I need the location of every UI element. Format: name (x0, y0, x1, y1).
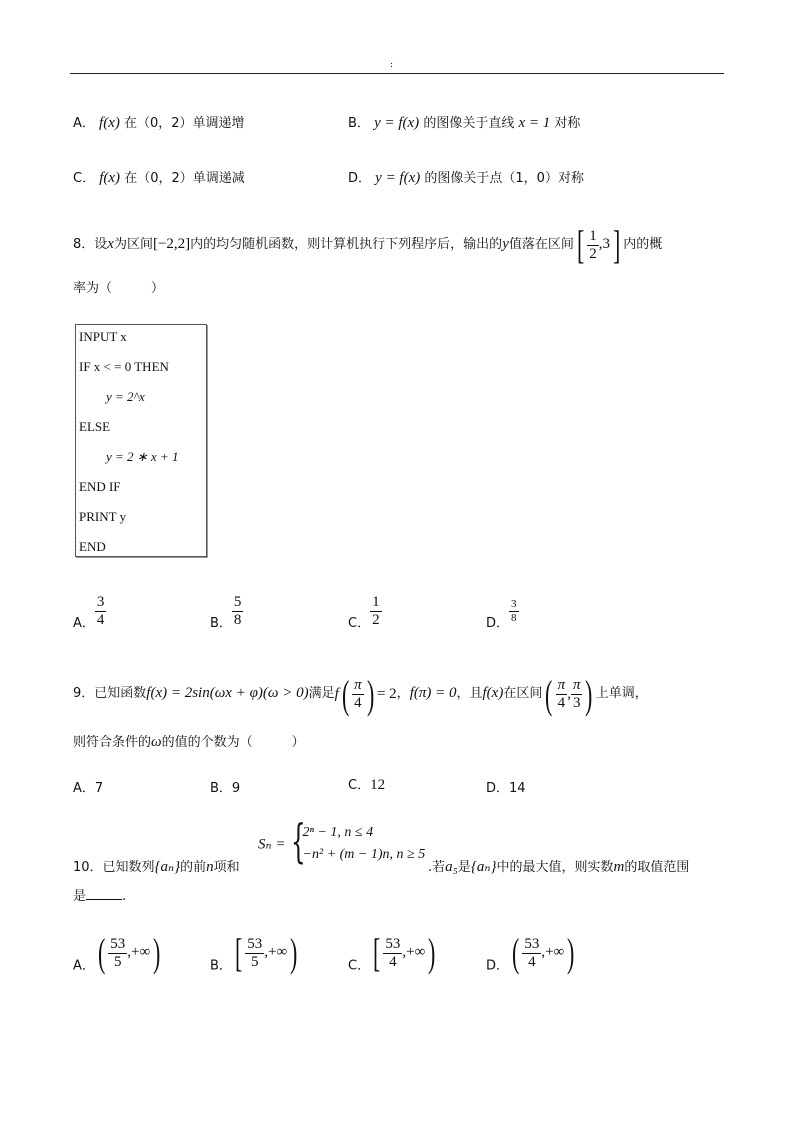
code-line: END IF (79, 479, 121, 494)
fraction-numerator: 53 (110, 935, 126, 952)
stem-text: 在区间 (503, 686, 543, 701)
q10-stem-suffix (428, 856, 689, 876)
math-expr: = 2 (376, 685, 397, 702)
math-expr: ,3 (598, 236, 610, 252)
q9-option-d (486, 777, 526, 796)
q7-option-b (348, 112, 580, 132)
answer-blank[interactable] (86, 887, 122, 900)
q8-stem-line1 (73, 222, 663, 268)
option-label: B． (210, 958, 232, 974)
fraction-numerator: 1 (589, 227, 597, 244)
fraction-numerator: 3 (511, 598, 517, 610)
option-text: 在（0，2）单调递减 (124, 171, 245, 186)
stem-text: 内的均匀随机函数，则计算机执行下列程序后，输出的 (190, 237, 503, 253)
question-number: 8．设 (73, 237, 108, 253)
math-expr: y = f(x) (374, 115, 420, 131)
math-expr: f(π) = 0 (409, 685, 457, 701)
math-expr: ,+∞ (264, 944, 288, 960)
q9-option-b (210, 777, 240, 796)
stem-text: 的值的个数为（ ） (161, 735, 305, 750)
math-expr: Sₙ = (258, 836, 286, 853)
case-row: −n² + (m − 1)n, n ≥ 5 (302, 847, 426, 862)
fraction-numerator: 53 (385, 935, 401, 952)
math-expr: f(x) (99, 115, 120, 131)
option-label: B． (210, 781, 232, 796)
math-expr: ,+∞ (127, 944, 151, 960)
stem-text: . (122, 889, 127, 904)
option-label: C． (348, 616, 371, 631)
math-var: n (206, 859, 214, 875)
math-expr: f(x) (99, 170, 121, 186)
bracket-left: [ (234, 930, 243, 976)
stem-text: 上单调， (595, 686, 648, 701)
q7-option-d (348, 167, 584, 187)
math-expr: ,+∞ (541, 944, 565, 960)
math-var: m (613, 859, 625, 875)
math-expr: {aₙ} (154, 859, 181, 875)
fraction-denominator: 8 (511, 612, 517, 624)
stem-text: 为区间 (113, 237, 153, 253)
option-label: C． (348, 958, 371, 974)
fraction-numerator: 1 (372, 594, 380, 610)
math-expr: {aₙ} (470, 859, 497, 875)
math-var: f (334, 685, 339, 702)
q9-stem-line1 (73, 671, 648, 716)
q10-option-c (348, 930, 439, 989)
option-label: B． (210, 616, 232, 631)
fraction-denominator: 5 (108, 953, 127, 971)
fraction-numerator: 53 (524, 935, 540, 952)
header-rule (70, 73, 724, 74)
option-value: 12 (370, 777, 386, 793)
q10-option-a (73, 930, 163, 989)
math-interval: [ $\frac{1}{2}$ ,3] (576, 222, 621, 268)
fraction-numerator: 5 (233, 594, 242, 610)
math-expr: f(x) (482, 685, 504, 701)
stem-text: ， (396, 686, 410, 701)
q9-option-c (348, 774, 385, 794)
math-expr: f( $\frac{\pi}{4}$ ) = 2 (334, 671, 397, 717)
math-expr: y = f(x) (375, 170, 421, 186)
math-expr: ,+∞ (402, 944, 426, 960)
code-line: END (79, 539, 106, 554)
q8-option-d (486, 598, 519, 631)
q10-option-b (210, 930, 300, 989)
math-expr: f(x) = 2sin(ωx + φ)(ω > 0) (146, 685, 309, 701)
option-label: A． (73, 958, 95, 974)
option-label: D． (348, 171, 372, 186)
option-text: 对称 (554, 116, 581, 131)
stem-text: ，且 (456, 686, 483, 701)
stem-text: 项和 (213, 860, 240, 875)
fraction-denominator: 4 (96, 612, 105, 628)
bracket-left: [ (373, 930, 381, 976)
stem-text: 的取值范围 (624, 860, 690, 875)
code-line: IF x < = 0 THEN (79, 359, 169, 374)
stem-text: 则符合条件的 (73, 735, 152, 750)
code-line: y = 2 ∗ x + 1 (106, 449, 179, 464)
fraction-denominator: 2 (589, 245, 597, 262)
fraction-denominator: 4 (522, 953, 541, 971)
fraction-numerator: π (557, 677, 566, 694)
math-expr: x = 1 (518, 115, 551, 131)
bracket-right: ) (290, 930, 298, 976)
fraction-denominator: 5 (245, 953, 264, 971)
fraction-denominator: 4 (383, 953, 402, 971)
q10-stem-line2 (73, 885, 126, 904)
fraction-denominator: 4 (352, 694, 364, 712)
fraction-numerator: π (354, 677, 362, 694)
fraction-denominator: 2 (372, 612, 380, 628)
q9-stem-line2 (73, 731, 305, 751)
bracket-left: ( (512, 930, 520, 976)
option-text: 的图像关于直线 (423, 116, 515, 131)
math-interval: [−2,2] (152, 236, 191, 253)
q7-option-c (73, 167, 245, 187)
question-number: 10．已知数列 (73, 860, 155, 875)
math-var: x (107, 236, 114, 253)
math-interval: ( $\frac{\pi}{4}$ , $\frac{\pi}{3}$ ) (545, 671, 593, 717)
q8-option-a (73, 594, 106, 631)
option-label: C． (348, 778, 371, 793)
q8-stem-line2: 率为（ ） (73, 281, 165, 296)
q8-option-b (210, 594, 243, 631)
code-line: PRINT y (79, 509, 127, 524)
stem-text: 满足 (308, 686, 335, 701)
stem-text: 值落在区间 (508, 237, 574, 253)
fraction-denominator: 4 (556, 694, 568, 712)
code-line: y = 2^x (106, 389, 145, 404)
option-label: C． (73, 171, 96, 186)
q10-option-d (486, 930, 578, 989)
bracket-right: ) (153, 930, 161, 976)
q10-stem-prefix (73, 856, 240, 876)
q7-option-a (73, 112, 245, 132)
bracket-right: ) (428, 930, 436, 976)
bracket-right: ) (567, 930, 575, 976)
stem-text: 是 (457, 860, 471, 875)
code-line: ELSE (79, 419, 111, 434)
fraction-numerator: 53 (247, 935, 263, 952)
q8-option-c (348, 594, 382, 631)
stem-text: 是 (73, 889, 87, 904)
header-mark: : (390, 60, 394, 70)
option-value: 9 (231, 781, 241, 796)
q9-option-a (73, 777, 103, 796)
question-number: 9．已知函数 (73, 686, 147, 701)
option-label: D． (486, 781, 510, 796)
math-var: a₅ (445, 859, 458, 875)
code-line: INPUT x (79, 329, 127, 344)
fraction-numerator: 3 (96, 594, 105, 610)
stem-text: 的前 (180, 860, 207, 875)
option-label: A． (73, 116, 95, 131)
option-label: D． (486, 958, 510, 974)
option-text: 在（0，2）单调递增 (124, 116, 245, 131)
option-label: D． (486, 616, 510, 631)
q10-piecewise: Sₙ = { 2ⁿ − 1, n ≤ 4 −n² + (m − 1)n, n ≥ 5 (258, 814, 426, 868)
stem-text: 中的最大值，则实数 (496, 860, 614, 875)
math-var: y (502, 236, 509, 253)
fraction-denominator: 3 (571, 694, 583, 712)
option-value: 7 (94, 781, 104, 796)
option-value: 14 (509, 781, 526, 796)
option-label: A． (73, 616, 95, 631)
program-code-box (75, 324, 207, 557)
case-row: 2ⁿ − 1, n ≤ 4 (302, 825, 374, 840)
math-var: ω (151, 734, 162, 750)
fraction-denominator: 8 (233, 612, 242, 628)
option-label: A． (73, 781, 95, 796)
fraction-numerator: π (572, 677, 581, 694)
stem-text: 内的概 (623, 237, 663, 253)
option-label: B． (348, 116, 370, 131)
option-text: 的图像关于点（1，0）对称 (424, 171, 584, 186)
bracket-left: ( (97, 930, 106, 976)
stem-text: .若 (428, 860, 446, 875)
